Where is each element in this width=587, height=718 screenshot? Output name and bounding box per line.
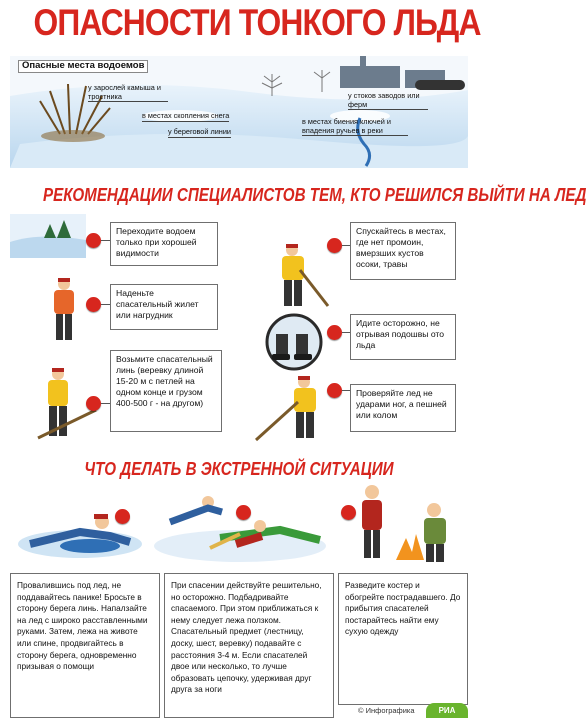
danger-label-springs: в местах биения ключей и впадения ручьев в реки	[302, 118, 408, 136]
dangerous-places-heading: Опасные места водоемов	[18, 60, 148, 73]
danger-label-snow: в местах скопления снега	[142, 111, 230, 120]
page-title: ОПАСНОСТИ ТОНКОГО ЛЬДА	[33, 2, 481, 43]
tip-marker	[327, 238, 342, 253]
tip-check-ice: Проверяйте лед не ударами ног, а пешней или колом	[350, 384, 456, 432]
check-ice-person-icon	[252, 372, 332, 442]
dangerous-places-panel	[10, 56, 468, 168]
emergency-heading: ЧТО ДЕЛАТЬ В ЭКСТРЕННОЙ СИТУАЦИИ	[84, 458, 394, 479]
footer-credit: © Инфографика	[358, 706, 415, 715]
tip-marker	[86, 396, 101, 411]
tip-marker	[327, 383, 342, 398]
tip-life-vest: Наденьте спасательный жилет или нагрудник	[110, 284, 218, 330]
tip-marker	[327, 325, 342, 340]
rescue-crawling-illustration	[150, 482, 330, 568]
life-vest-person-icon	[44, 276, 84, 344]
emergency-step-rescue-other: При спасении действуйте решительно, но осторожно. Подбадривайте спасаемого. При этом приближаться к нему следует лежа ползком. Спасательный предмет (лестницу, доску, шест, веревку) подавайте с расстояния 3-4 м. Если спасателей двое или несколько, то лучше образовать цепочку, удерживая друг друга за ноги	[164, 573, 334, 718]
tip-marker	[86, 233, 101, 248]
recommendations-heading: РЕКОМЕНДАЦИИ СПЕЦИАЛИСТОВ ТЕМ, КТО РЕШИЛСЯ ВЫЙТИ НА ЛЕД	[43, 184, 587, 205]
tip-marker	[86, 297, 101, 312]
emergency-step-self-rescue: Провалившись под лед, не поддавайтесь панике! Бросьте в сторону берега линь. Напалзайте на лед с широко расставленными руками. Затем, лежа на животе или спине, продвигайтесь в сторону берега, одновременно призывая о помощи	[10, 573, 160, 718]
visibility-illustration	[10, 214, 86, 258]
ria-badge: РИА	[426, 703, 468, 718]
careful-walking-feet-icon	[262, 314, 326, 370]
danger-label-reeds: у зарослей камыша и тростника	[88, 84, 168, 102]
descend-person-icon	[270, 240, 330, 310]
frozen-lake-illustration	[10, 56, 468, 168]
danger-label-shore: у береговой линии	[168, 127, 231, 136]
tip-careful-walking: Идите осторожно, не отрывая подошвы ото льда	[350, 314, 456, 360]
emergency-marker	[115, 509, 130, 524]
emergency-marker	[341, 505, 356, 520]
tip-visibility: Переходите водоем только при хорошей видимости	[110, 222, 218, 266]
emergency-marker	[236, 505, 251, 520]
tip-rescue-line: Возьмите спасательный линь (веревку длиной 15-20 м с петлей на одном конце и грузом 400-500 г - на другом)	[110, 350, 222, 432]
emergency-step-warm-up: Разведите костер и обогрейте пострадавшего. До прибытия спасателей постарайтесь найти ему сухую одежду	[338, 573, 468, 705]
tip-descend: Спускайтесь в местах, где нет промоин, вмерзших кустов осоки, травы	[350, 222, 456, 280]
danger-label-factory: у стоков заводов или ферм	[348, 92, 428, 110]
bonfire-warming-illustration	[350, 482, 462, 568]
